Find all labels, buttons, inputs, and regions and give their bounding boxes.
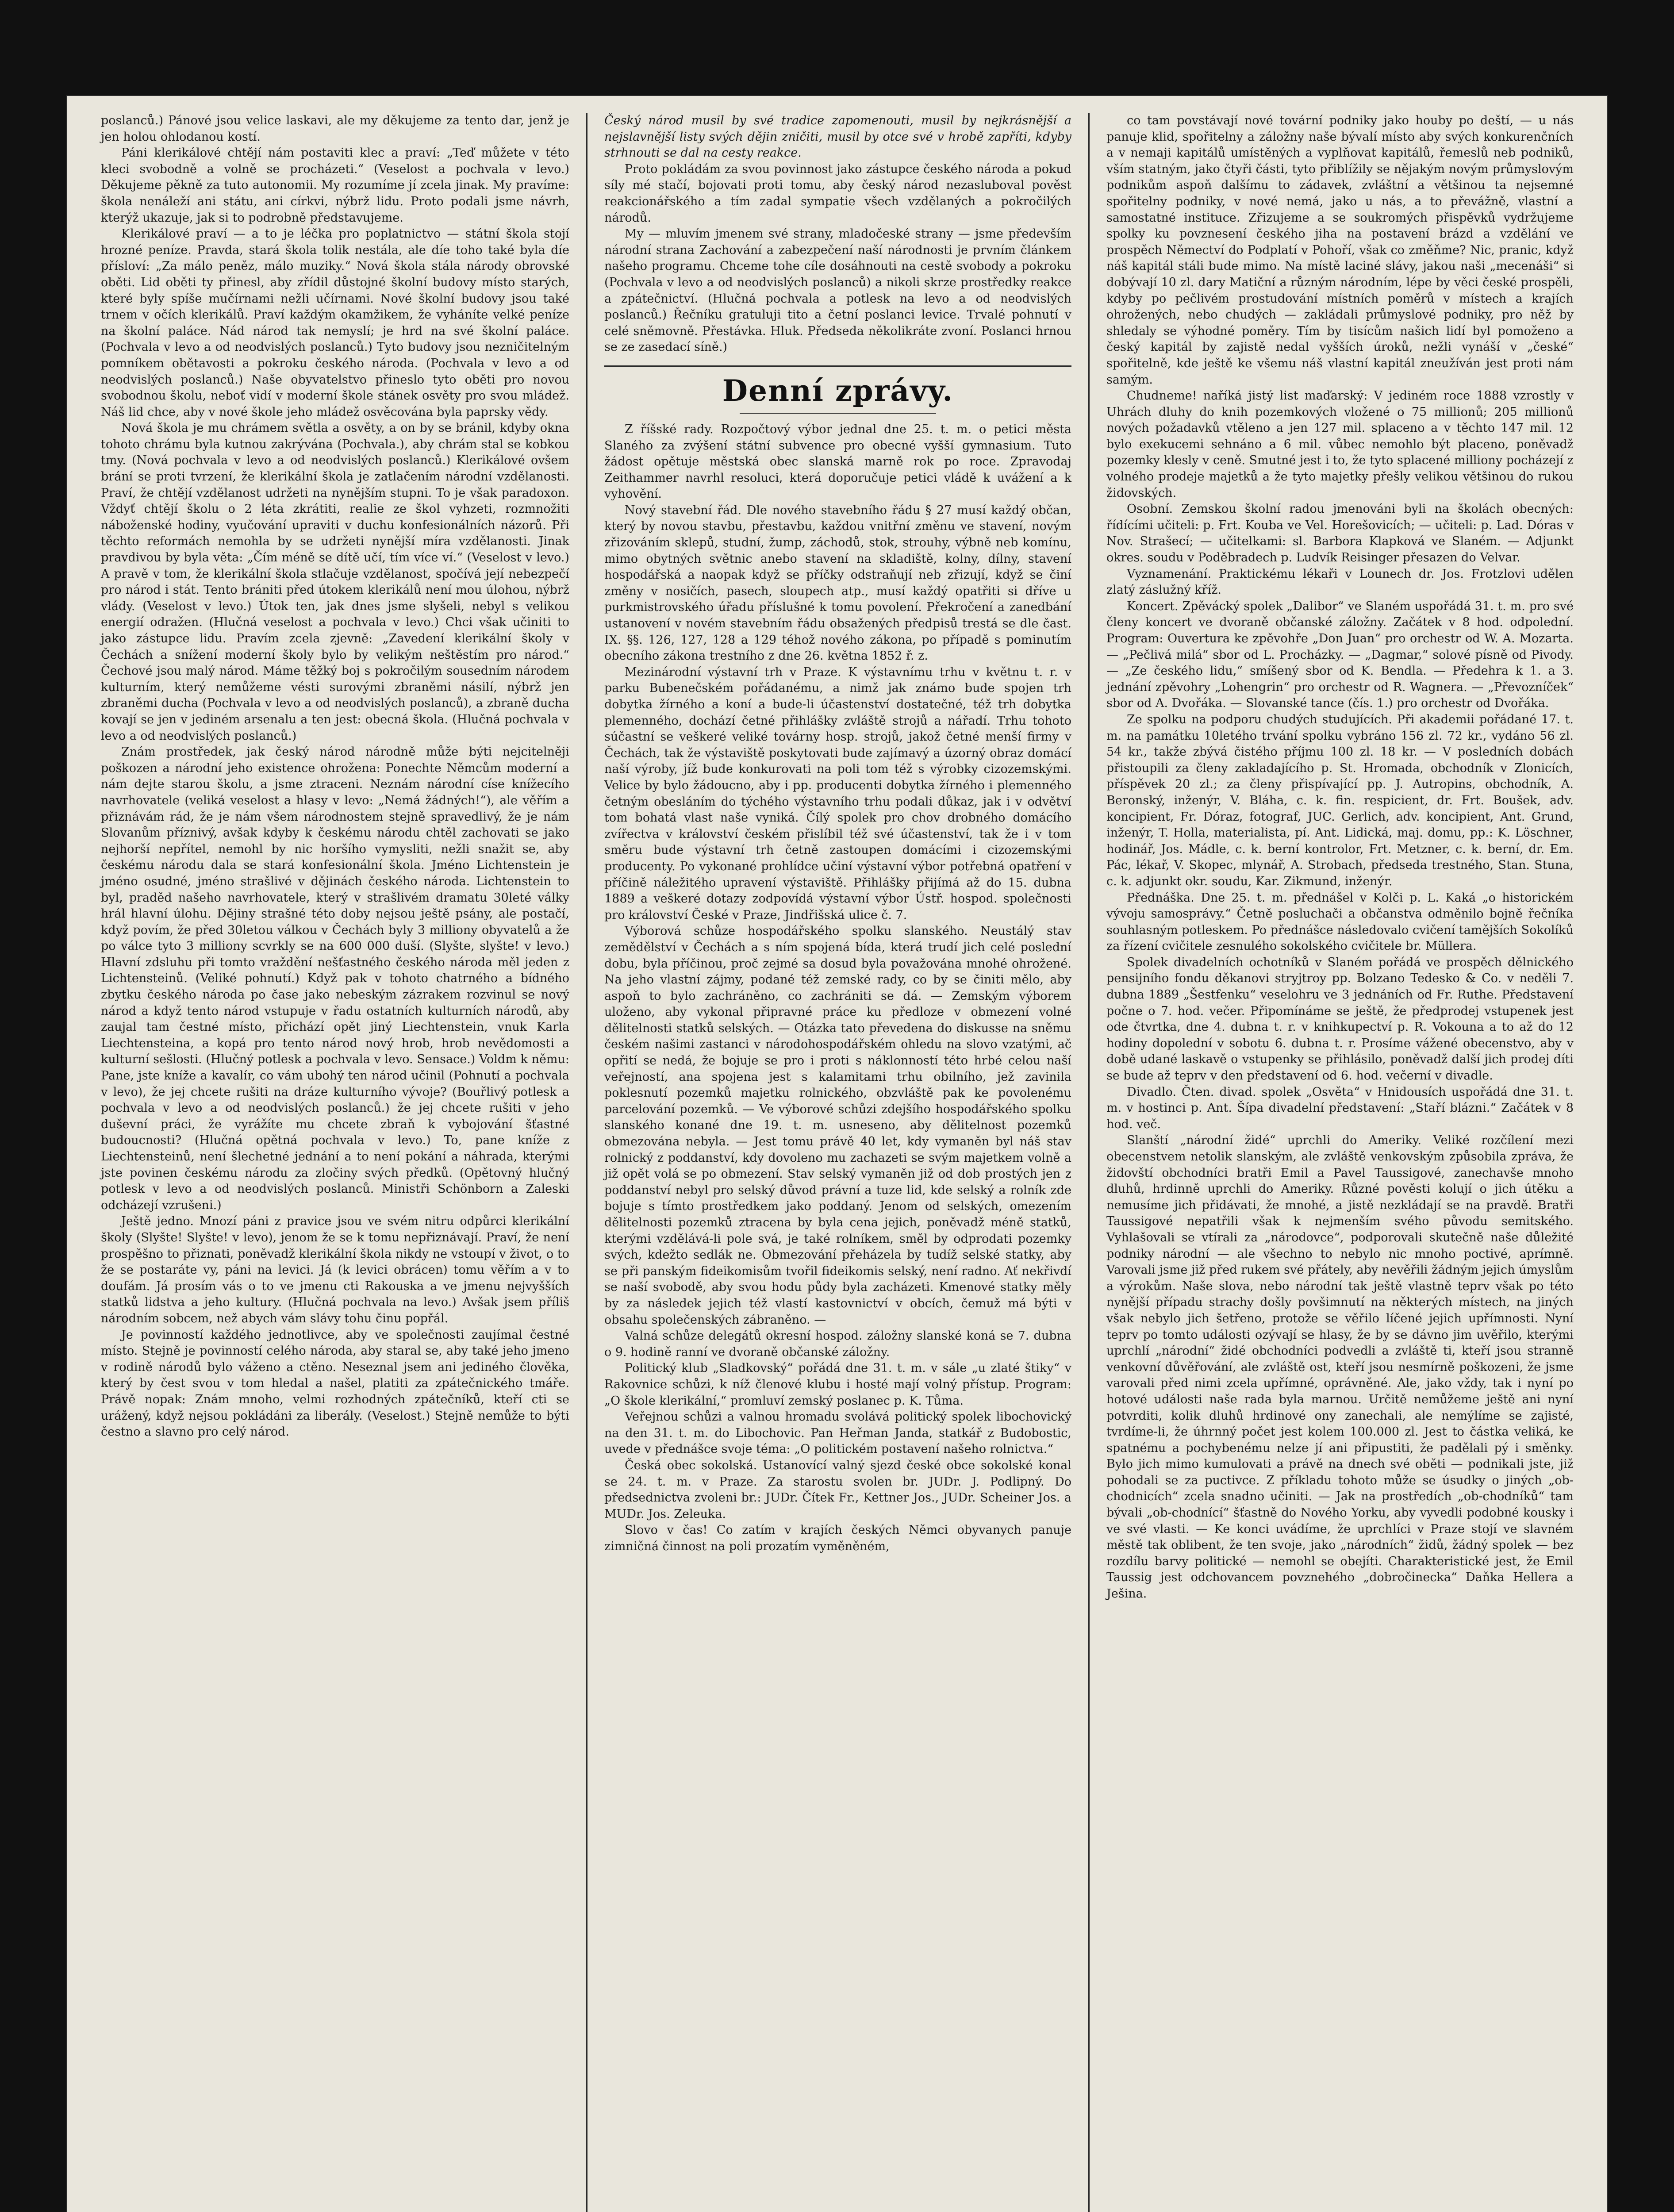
column-1-body [101,113,569,1440]
title-underline [740,413,936,414]
article-paragraph: Z říšské rady. Rozpočtový výbor jednal dne 25. t. m. o petici města Slaného za zvýšení státní subvence pro obecné vyšší gymnasium. Tuto žádost opětuje městská obec slanská marně rok po roce. Zpravodaj Zeithammer navrhl resoluci, která doporučuje petici vládě k uvážení a k vyhovění. [604,422,1071,501]
article-paragraph: Valná schůze delegátů okresní hospod. záložny slanské koná se 7. dubna o 9. hodině ranní ve dvoraně občanské záložny. [604,1329,1071,1359]
section-divider [604,365,1071,367]
article-paragraph: Divadlo. Čten. divad. spolek „Osvěta“ v Hnidousích uspořádá dne 31. t. m. v hostinci p. Ant. Šípa divadelní představení: „Staří blázni.“ Začátek v 8 hod. več. [1106,1085,1574,1131]
article-paragraph: co tam povstávají nové tovární podniky jako houby po deští, — u nás panuje klid, spořitelny a záložny naše bývalí místo aby svých konkurenčních a v nemaji kapitálů umístěných a vyplňovat kapitálů, řemeslů neb podniků, vším statným, jako čtyři části, tyto přiblížily se nějakým novým průmyslovým podnikům aspoň dalšímu to zádavek, zvláštní a většinou ta nejsemné spořitelny podniky, v nové nemá, jako u nás, a to převážně, vlastní a samostatné instituce. Zřizujeme a se soukromých přispěvků vydržujeme spolky ku povznesení českého jiha na postavení brázd a vzdělání ve prospěch Němectví do Podplatí v Pohoří, však co změňme? Nic, pranic, když náš kapitál stáli bude mimo. Na místě laciné slávy, jakou naši „mecenáši“ si dobývají 10 zl. dary Matiční a různým národním, lépe by věci české prospěli, kdyby po pečlivém prostudování místních poměrů v místech a krajích ohrožených, nebo chudých — zakládali průmyslové podniky, pro něž by shledaly se výhodné poměry. Tím by tisícům našich lidí byl pomoženo a český kapitál by zajistě nedal vyšších úroků, nežli vynáší v „české“ spořitelně, kde ještě ke všemu náš vlastní kapitál zneužíván jest proti nám samým. [1106,114,1574,387]
article-paragraph: Je povinností každého jednotlivce, aby ve společnosti zaujímal čestné místo. Stejně je povinností celého národa, aby staral se, aby také jeho jmeno v rodině národů bylo váženo a ctěno. Neseznal jsem ani jediného člověka, který by čest svou v tom hledal a našel, platiti za zpátečnického tmáře. Právě nopak: Znám mnoho, velmi rozhodných zpátečníků, kteří cti se urážený, když nejsou pokládáni za liberály. (Veselost.) Stejně nemůže to býti čestno a slavno pro celý národ. [101,1328,569,1439]
article-paragraph: Výborová schůze hospodářského spolku slanského. Neustálý stav zemědělství v Čechách a s ním spojená bída, která trudí jich celé poslední dobu, byla příčinou, proč zejmé sa dosud byla považována mnohé ohrožené. Na jeho vlastní zájmy, podané též zemské rady, co by se činiti mělo, aby aspoň to bylo zachráněno, co zachrániti se dá. — Zemským výborem uloženo, aby vykonal připravné práce ku předloze v obmezení volné dělitelnosti statků selských. — Otázka tato převedena do diskusse na sněmu českém našimi zastanci v národohospodářském ohledu na slovo vzatými, ač opřití se nedá, že bojuje se pro i proti s náklonností této hrbé celou naší veřejností, ana spojena jest s kalamitami trhu obilního, jež zavinila poklesnutí pozemků majetku rolnického, obzvláště pak ke povolenému parcelování pozemků. — Ve výborové schůzi zdejšího hospodářského spolku slanského konané dne 19. t. m. usneseno, aby dělitelnost pozemků obmezována nebyla. — Jest tomu právě 40 let, kdy vymaněn byl náš stav rolnický z poddanství, kdy dovoleno mu zachazeti se svým majetkem volně a již opět volá se po obmezení. Stav selský vymaněn již od dob prostých jen z poddanství nebyl pro selský důvod právní a tuze lid, kde selský a rolník zde bojuje s tímto prostředkem jako poddaný. Jenom od selských, omezením dělitelnosti pozemků ztracena by byla cena jejich, poněvadž méně statků, kterými vzdělává-li pole svá, je také rolníkem, směl by odprodati pozemky svých, kdežto sedlák ne. Obmezování přeházela by tudíž selské statky, aby se při panským fideikomisům tvořil fideikomis selský, není radno. Ať nekřivdí se naší svobodě, aby svou hodu půdy byla zacházeti. Kmenové statky měly by za následek jejich též vlastí kastovnictví v obcích, čemuž má býti v obsahu společenských zábraněno. — [604,924,1071,1327]
article-paragraph: Ze spolku na podporu chudých studujících. Při akademii pořádané 17. t. m. na památku 10letého trvání spolku vybráno 156 zl. 72 kr., vydáno 56 zl. 54 kr., takže zbývá čistého příjmu 100 zl. 18 kr. — V posledních dobách přistoupili za členy zakladajícího p. St. Hromada, obchodník v Zlonicích, příspěvek 20 zl.; za členy přispívající pp. J. Autropins, obchodník, A. Beronský, inženýr, V. Bláha, c. k. fin. respicient, dr. Frt. Boušek, adv. koncipient, Fr. Dóraz, fotograf, JUC. Gerlich, adv. koncipient, Ant. Grund, inženýr, T. Holla, materialista, pí. Ant. Lidická, maj. domu, pp.: K. Löschner, hodinář, Jos. Mádle, c. k. berní kontrolor, Frt. Metzner, c. k. berní, dr. Em. Pác, lékař, V. Skopec, mlynář, A. Strobach, předseda trestného, Stan. Stuna, c. k. adjunkt okr. soudu, Kar. Zikmund, inženýr. [1106,712,1574,888]
article-paragraph: Chudneme! naříká jistý list maďarský: V jediném roce 1888 vzrostly v Uhrách dluhy do knih pozemkových vložené o 75 millionů; 205 millionů nových požadavků vtěleno a jen 127 mil. splaceno a v těchto 147 mil. 12 bylo exekucemi sehnáno a 6 mil. vůbec nemohlo být placeno, poněvadž pozemky klesly v ceně. Smutné jest i to, že tyto splacené milliony pocházejí z volného prodeje majetků a že tyto majetky přešly velikou většinou do rukou židovských. [1106,389,1574,500]
article-paragraph: Osobní. Zemskou školní radou jmenováni byli na školách obecných: řídícími učiteli: p. Frt. Kouba ve Vel. Horešovicích; — učiteli: p. Lad. Dóras v Nov. Strašecí; — učitelkami: sl. Barbora Klapková ve Slaném. — Adjunkt okres. soudu v Poděbradech p. Ludvík Reisinger přesazen do Velvar. [1106,502,1574,565]
article-paragraph: Nová škola je mu chrámem světla a osvěty, a on by se bránil, kdyby okna tohoto chrámu byla kutnou zakrývána (Pochvala.), aby chrám stal se kobkou tmy. (Nová pochvala v levo a od neodvislých poslanců.) Klerikálové ovšem brání se proti tvrzení, že klerikální škola je zatlačením národní vzdělanosti. Praví, že chtějí vzdělanost udržeti na nynějším stupni. To je však paradoxon. Vždyť chtějí školu o 2 léta zkrátiti, realie ze škol vyhzeti, rozmnožiti náboženské hodiny, vyučování upraviti v duchu konfesionálních názorů. Při těchto reformách nemohla by se udržeti nynější míra vzdělanosti. Jinak pravdivou by byla věta: „Čím méně se dítě učí, tím více ví.“ (Veselost v levo.) A pravě v tom, že klerikální škola stlačuje vzdělanost, spočívá její nebezpečí pro národ i stát. Tento brániti před útokem klerikálů není mou úlohou, nýbrž vlády. (Veselost v levo.) Útok ten, jak dnes jsme slyšeli, nebyl s velikou energií odražen. (Hlučná veselost a pochvala v levo.) Chci však učiniti to jako zástupce lidu. Pravím zcela zjevně: „Zavedení klerikální školy v Čechách a snížení moderní školy bylo by velikým neštěstím pro národ.“ Čechové jsou malý národ. Máme těžký boj s pokročilým sousedním národem kulturním, který nemůžeme vésti surovými zbraněmi násilí, nýbrž jen zbraněmi ducha (Pochvala v levo a od neodvislých poslanců), a zbraně ducha kovají se jen v jediném arsenalu a ten jest: obecná škola. (Hlučná pochvala v levo a od neodvislých poslanců.) [101,421,569,743]
article-paragraph: Koncert. Zpěvácký spolek „Dalibor“ ve Slaném uspořádá 31. t. m. pro své členy koncert ve dvoraně občanské záložny. Začátek v 8 hod. odpolední. Program: Ouvertura ke zpěvohře „Don Juan“ pro orchestr od W. A. Mozarta. — „Pečlivá milá“ sbor od L. Procházky. — „Dagmar,“ solové písně od Pivody. — „Ze českého lidu,“ smíšený sbor od K. Bendla. — Předehra k 1. a 3. jednání zpěvohry „Lohengrin“ pro orchestr od R. Wagnera. — „Převozníček“ sbor od A. Dvořáka. — Slovanské tance (čís. 1.) pro orchestr od Dvořáka. [1106,599,1574,710]
column-2 [586,113,1088,2212]
article-paragraph: Mezinárodní výstavní trh v Praze. K výstavnímu trhu v květnu t. r. v parku Bubenečském pořádanému, a nimž jak známo bude spojen trh dobytka žírného a koní a bude-li účastenství dostatečné, též trh dobytka plemenného, dochází četné přihlášky zvláště strojů a nářadí. Trhu tohoto súčastní se veškeré veliké továrny hosp. strojů, jakož četné menší firmy v Čechách, tak že výstaviště poskytovati bude zajímavý a úzorný obraz domácí naší výroby, jíž bude konkurovati na poli tom též s výrobky cizozemskými. Velice by bylo žádoucno, aby i pp. producenti dobytka žírného i plemenného četným obesláním do týchého výstavního trhu podali důkaz, jak i v odvětví tom bohatá vlast naše vyniká. Čílý spolek pro chov drobného domácího zvířectva v království českém přislíbil též své účastenství, tak že i v tom směru bude výstavní trh četně zastoupen domácími i cizozemskými producenty. Po vykonané prohlídce učiní výstavní výbor potřebná opatření v příčině náležitého upravení výstaviště. Přihlášky přijímá až do 15. dubna 1889 a veškeré dotazy zodpovídá výstavní výbor Ústř. hospod. společnosti pro království České v Praze, Jindřišská ulice č. 7. [604,665,1071,922]
article-paragraph: Klerikálové praví — a to je léčka pro poplatnictvo — státní škola stojí hrozné peníze. Pravda, stará škola tolik nestála, ale díe toho také byla díe přísloví: „Za málo peněz, málo muziky.“ Nová škola stála národy obrovské oběti. Lid oběti ty přinesl, aby zřídil důstojné školní budovy místo starých, které byly spíše mučírnami nežli učírnami. Nové školní budovy jsou také trnem v očích klerikálů. Praví každým okamžikem, že vyháníte velké peníze na školní paláce. Nád národ tak nemyslí; je hrd na své školní paláce. (Pochvala v levo a od neodvislých poslanců.) Tyto budovy jsou nezničitelným pomníkem obětavosti a pokroku českého národa. (Pochvala v levo a od neodvislých poslanců.) Naše obyvatelstvo přineslo tyto oběti pro novou svobodnou školu, neboť vidí v moderní škole stánek osvěty pro svou mládež. Náš lid chce, aby v nové škole jeho mládež osvěcována byla paprsky vědy. [101,227,569,419]
article-paragraph: Proto pokládám za svou povinnost jako zástupce českého národa a pokud síly mé stačí, bojovati proti tomu, aby český národ nezasluboval pověst reakcionářského a tím zadal sympatie všech vzdělaných a pokročilých národů. [604,162,1071,225]
column-3 [1088,113,1590,2212]
section-title: Denní zprávy. [722,373,954,408]
article-paragraph: Nový stavební řád. Dle nového stavebního řádu § 27 musí každý občan, který by novou stavbu, přestavbu, každou vnitřní změnu ve stavení, novým zřizováním sklepů, studní, žump, záchodů, stok, strouhy, výbně neb komínu, mimo obytných světnic anebo stavení na skladiště, kolny, dílny, stavení hospodářská a naopak když se příčky odstraňují neb zřizují, když se činí změny v nosičích, pasech, sloupech atp., musí každý opatřiti si dříve u purkmistrovského úřadu příslušné k tomu povolení. Překročení a zanedbání ustanovení v novém stavebním řádu obsažených předpisů trestá se dle čast. IX. §§. 126, 127, 128 a 129 téhož nového zákona, po případě s pominutím obecního zákona trestního z dne 26. května 1852 ř. z. [604,503,1071,663]
newspaper-page [66,95,1608,2212]
article-paragraph: Znám prostředek, jak český národ národně může býti nejcitelněji poškozen a národní jeho existence ohrožena: Ponechte Němcům moderní a nám dejte starou školu, a jsme ztraceni. Neznám národní císe knížecího navrhovatele (veliká veselost a hlasy v levo: „Nemá žádných!“), ale věřím a přiznávám rád, že je nám všem národnostem stejně spravedlivý, že je nám Slovanům příznivý, avšak kdyby k českému národu chtěl zachovati se jako nejhorší nepřítel, nemohl by nic horšího vymysliti, nežli snažit se, aby českému národu dala se stará konfesionální škola. Jméno Lichtenstein je jméno osudné, jméno strašlivé v dějinách českého národa. Lichtenstein to byl, praděd našeho navrhovatele, který v strašlivém dramatu 30leté války hrál hlavní úlohu. Dějiny strašné této doby nejsou ještě psány, ale postačí, když povím, že před 30letou válkou v Čechách byly 3 milliony obyvatelů a že po válce tyto 3 milliony scvrkly se na 600 000 duší. (Slyšte, slyšte! v levo.) Hlavní zdsluhu při tomto vraždění nešťastného českého národa měl jeden z Lichtensteinů. (Veliké pohnutí.) Když pak v tohoto chatrného a bídného zbytku českého národa po čase jako nebeským zázrakem rozvinul se nový národ a když tento národ vstupuje v řadu ostatních kulturních národů, aby zaujal tam čestné místo, přichází opět jiný Liechtenstein, vnuk Karla Liechtensteina, a kopá pro tento národ nový hrob, hrob nevědomosti a kulturní sešlosti. (Hlučný potlesk a pochvala v levo. Sensace.) Voldm k němu: Pane, jste kníže a kavalír, co vám ubohý ten národ učinil (Pohnutí a pochvala v levo), že jej chcete rušiti na dráze kulturního vývoje? (Bouřlivý potlesk a pochvala v levo a od neodvislých poslanců.) že jej chcete rušiti v jeho duševní práci, že vyrážíte mu chcete zbraň k vybojování šťastné budoucnosti? (Hlučná opětná pochvala v levo.) To, pane kníže z Liechtensteinů, není šlechetné jednání a to není pokání a náhrada, kterými jste povinen českému národu za zločiny svých předků. (Opětovný hlučný potlesk v levo a od neodvislých poslanců. Ministři Schönborn a Zaleski odcházejí vzrušeni.) [101,745,569,1212]
article-paragraph: Český národ musil by své tradice zapomenouti, musil by nejkrásnější a nejslavnější listy svých dějin zničiti, musil by otce své v hrobě zapříti, kdyby strhnouti se dal na cesty reakce. [604,114,1071,160]
article-paragraph: Ještě jedno. Mnozí páni z pravice jsou ve svém nitru odpůrci klerikální školy (Slyšte! Slyšte! v levo), jenom že se k tomu nepřiznávají. Praví, že není prospěšno to přiznati, poněvadž klerikální škola nikdy ne vstoupí v život, o to že se postaráte vy, páni na levici. Já (k levici obrácen) tomu věřím a v to doufám. Já prosím vás o to ve jmenu cti Rakouska a ve jmenu nejvyšších statků lidstva a jeho kultury. (Hlučná pochvala na levo.) Avšak jsem příliš národním sobcem, než abych vám slávy tohu činu popřál. [101,1214,569,1325]
column-1 [84,113,586,2212]
column-3-body [1106,113,1574,1602]
column-2-news-body [604,422,1071,1555]
article-paragraph: Přednáška. Dne 25. t. m. přednášel v Kolči p. L. Kaká „o historickém vývoju samosprávy.“ Četně posluchači a občanstva odměnilo bojně řečníka souhlasným potleskem. Po přednášce následovalo cvičení tamějších Sokolíků za řízení cvičitele zesnulého sokolského cvičitele br. Müllera. [1106,891,1574,953]
column-2-top-body [604,113,1071,356]
article-paragraph: My — mluvím jmenem své strany, mladočeské strany — jsme především národní strana Zachování a zabezpečení naší národnosti je prvním článkem našeho programu. Chceme tohe cíle dosáhnouti na cestě svobody a pokroku (Pochvala v levo a od neodvislých poslanců) a nikoli skrze prostředky reakce a zpátečnictví. (Hlučná pochvala a potlesk na levo a od neodvislých poslanců.) Řečníku gratuluji tito a četní poslanci levice. Trvalé pohnutí v celé sněmovně. Přestávka. Hluk. Předseda několikráte zvoní. Poslanci hrnou se ze zasedací síně.) [604,227,1071,354]
article-paragraph: Česká obec sokolská. Ustanovící valný sjezd české obce sokolské konal se 24. t. m. v Praze. Za starostu svolen br. JUDr. J. Podlipný. Do předsednictva zvoleni br.: JUDr. Čítek Fr., Kettner Jos., JUDr. Scheiner Jos. a MUDr. Jos. Zeleuka. [604,1458,1071,1521]
article-paragraph: Páni klerikálové chtějí nám postaviti klec a praví: „Teď můžete v této kleci svobodně a volně se procházeti.“ (Veselost a pochvala v levo.) Děkujeme pěkně za tuto autonomii. My rozumíme jí zcela jinak. My pravíme: škola nenáleží ani státu, ani církvi, nýbrž lidu. Proto podali jsme návrh, kterýž ukazuje, jak si to podrobně představujeme. [101,146,569,225]
article-paragraph: Politický klub „Sladkovský“ pořádá dne 31. t. m. v sále „u zlaté štiky“ v Rakovnice schůzi, k níž členové klubu i hosté mají volný přístup. Program: „O škole klerikální,“ promluví zemský poslanec p. K. Tůma. [604,1361,1071,1408]
article-paragraph: poslanců.) Pánové jsou velice laskavi, ale my děkujeme za tento dar, jenž je jen holou ohlodanou kostí. [101,114,569,144]
article-paragraph: Veřejnou schůzi a valnou hromadu svolává politický spolek libochovický na den 31. t. m. do Libochovic. Pan Heřman Janda, statkář z Budobostic, uvede v přednášce svoje téma: „O politickém postavení našeho rolnictva.“ [604,1410,1071,1456]
article-paragraph: Slanští „národní židé“ uprchli do Ameriky. Veliké rozčílení mezi obecenstvem netolik slanským, ale zvláště venkovským způsobila zpráva, že židovští obchodníci bratři Emil a Pavel Taussigové, zanechavše mnoho dluhů, hrdinně uprchli do Ameriky. Různé pověsti kolují o jich útěku a nemusíme jich přidávati, že mnohé, a jistě nezkládají se na pravdě. Bratři Taussigové nepatřili však k nejmenším svého původu semitského. Vyhlašovali se vtírali za „národovce“, podporovali skutečně naše důležité podniky národní — ale všechno to nebylo nic mnoho poctivé, aprímně. Varovali jsme již před rukem své přátely, aby nevěřili žádným jejich úmyslům a výrokům. Naše slova, nebo národní tak ještě vlastně teprv však po této nynější případu strachy došly povšimnutí na některých místech, na jiných však nebylo jich šetřeno, protože se věřilo líčené jejich upřímnosti. Nyní teprv po tomto události ozývají se hlasy, že by se dávno jim uvěřilo, kterými uprchlí „národní“ židé obchodníci podvedli a zvláště ti, kteří jsou stranně venkovní důvěřování, ale zvláště ost, kteří jsou nesmírně poškozeni, že jsme varovali před nimi zcela upřímné, oprávněné. Ale, jako vždy, tak i nyní po hotové události naše rada byla marnou. Určitě nemůžeme ještě ani nyní potvrditi, kolik dluhů hrdinové ony zanechali, ale nemýlíme se zajisté, tvrdíme-li, že úhrnný počet jest kolem 100.000 zl. Jest to částka veliká, ke spatnému a pochybenému nelze jí ani připustiti, že padělali pý i směnky. Bylo jich mimo kumulovati a právě na dnech své oběti — podnikali jste, již pohodali se za puctivce. Z příkladu tohoto může se úsudky o jiných „ob-chodnicích“ zcela snadno učiniti. — Jak na prostředích „ob-chodníků“ tam bývali „ob-chodnící“ šťastně do Nového Yorku, aby vyvedli podobné kousky i ve své vlasti. — Ke konci uvádíme, že uprchlíci v Praze stojí ve slavném městě tak oblibent, že ten svoje, jako „národních“ židů, žádný spolek — bez rozdílu barvy politické — nemohl se obejíti. Charakteristické jest, že Emil Taussig jest odchovancem povznehého „dobročinecka“ Daňka Hellera a Ješina. [1106,1133,1574,1601]
article-paragraph: Vyznamenání. Praktickému lékaři v Lounech dr. Jos. Frotzlovi udělen zlatý záslužný kříž. [1106,567,1574,597]
page-columns [84,113,1590,2212]
article-paragraph: Slovo v čas! Co zatím v krajích českých Němci obyvanych panuje zimničná činnost na poli prozatím vyměněném, [604,1523,1071,1553]
article-paragraph: Spolek divadelních ochotníků v Slaném pořádá ve prospěch dělnického pensijního fondu děkanovi stryjtroy pp. Bolzano Tedesko & Co. v neděli 7. dubna 1889 „Šestfenku“ veselohru ve 3 jednáních od Fr. Ruthe. Představení počne o 7. hod. večer. Připomínáme se ještě, že předprodej vstupenek jest ode čtvrtka, dne 4. dubna t. r. v knihkupectví p. R. Vokouna a to až do 12 hodiny dopolední v sobotu 6. dubna t. r. Prosíme vážené obecenstvo, aby v době udané laskavě o vstupenky se přihlásilo, poněvadž další jich prodej díti se bude až teprv v den představení od 6. hod. večerní v divadle. [1106,955,1574,1083]
